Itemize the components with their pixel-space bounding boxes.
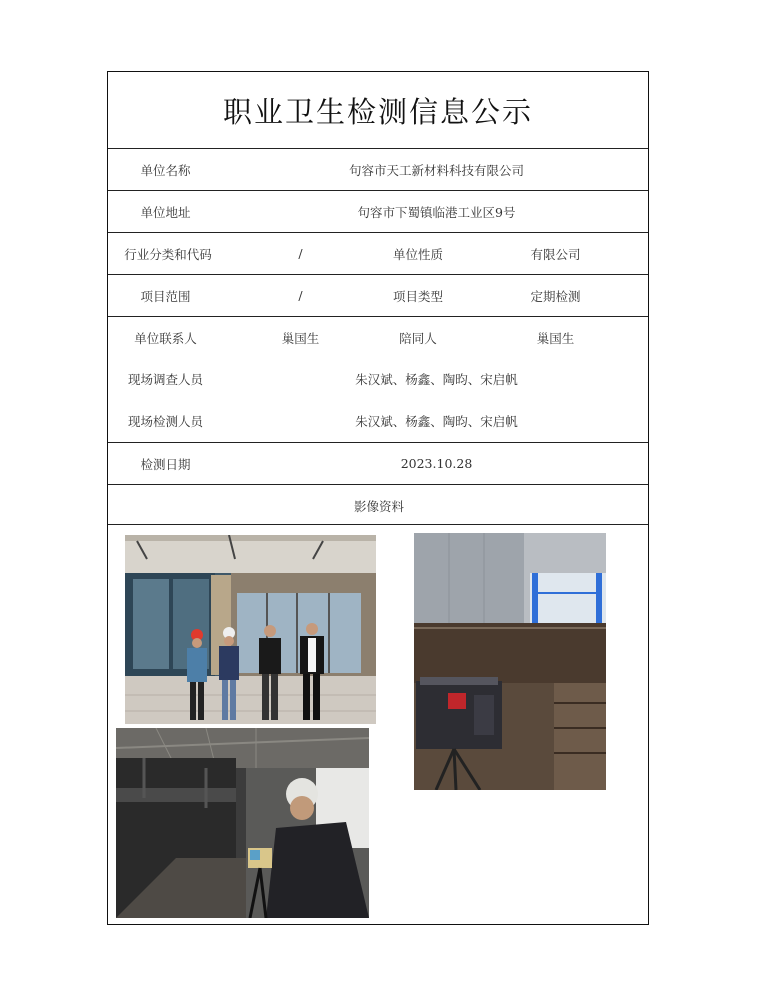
page-title: 职业卫生检测信息公示 — [222, 94, 533, 129]
row-contact — [108, 316, 648, 358]
label-survey-staff: 现场调查人员 — [127, 372, 203, 387]
row-test-date — [108, 442, 648, 484]
row-unit-address — [108, 190, 648, 232]
label-project-type: 项目类型 — [392, 288, 443, 304]
label-escort: 陪同人 — [399, 330, 437, 346]
photo-worker-testing — [116, 728, 369, 918]
row-survey-staff — [108, 358, 648, 400]
label-contact: 单位联系人 — [134, 330, 197, 346]
value-contact: 巢国生 — [281, 330, 320, 346]
value-survey-staff: 朱汉斌、杨鑫、陶昀、宋启帆 — [355, 372, 518, 387]
label-test-date: 检测日期 — [140, 456, 191, 472]
row-unit-name — [108, 148, 648, 190]
value-testing-staff: 朱汉斌、杨鑫、陶昀、宋启帆 — [355, 414, 518, 429]
row-images-header — [108, 484, 648, 526]
label-images: 影像资料 — [353, 498, 404, 514]
label-industry: 行业分类和代码 — [124, 246, 212, 262]
label-unit-name: 单位名称 — [140, 162, 191, 178]
value-project-type: 定期检测 — [530, 288, 581, 304]
row-industry — [108, 232, 648, 274]
photo-group-entrance — [125, 535, 376, 724]
value-escort: 巢国生 — [536, 330, 575, 346]
value-industry: / — [298, 246, 303, 261]
value-unit-name: 句容市天工新材料科技有限公司 — [348, 162, 524, 178]
row-testing-staff — [108, 400, 648, 442]
label-project-scope: 项目范围 — [140, 288, 191, 304]
divider — [108, 524, 648, 525]
label-unit-address: 单位地址 — [140, 204, 191, 220]
value-unit-address: 句容市下蜀镇临港工业区9号 — [357, 204, 516, 220]
photo-sampling-instrument — [414, 533, 606, 790]
label-testing-staff: 现场检测人员 — [127, 414, 203, 429]
value-unit-nature: 有限公司 — [530, 246, 581, 262]
value-test-date: 2023.10.28 — [400, 456, 473, 471]
label-unit-nature: 单位性质 — [392, 246, 443, 262]
disclosure-table — [107, 71, 649, 925]
row-project — [108, 274, 648, 316]
value-project-scope: / — [298, 288, 303, 303]
